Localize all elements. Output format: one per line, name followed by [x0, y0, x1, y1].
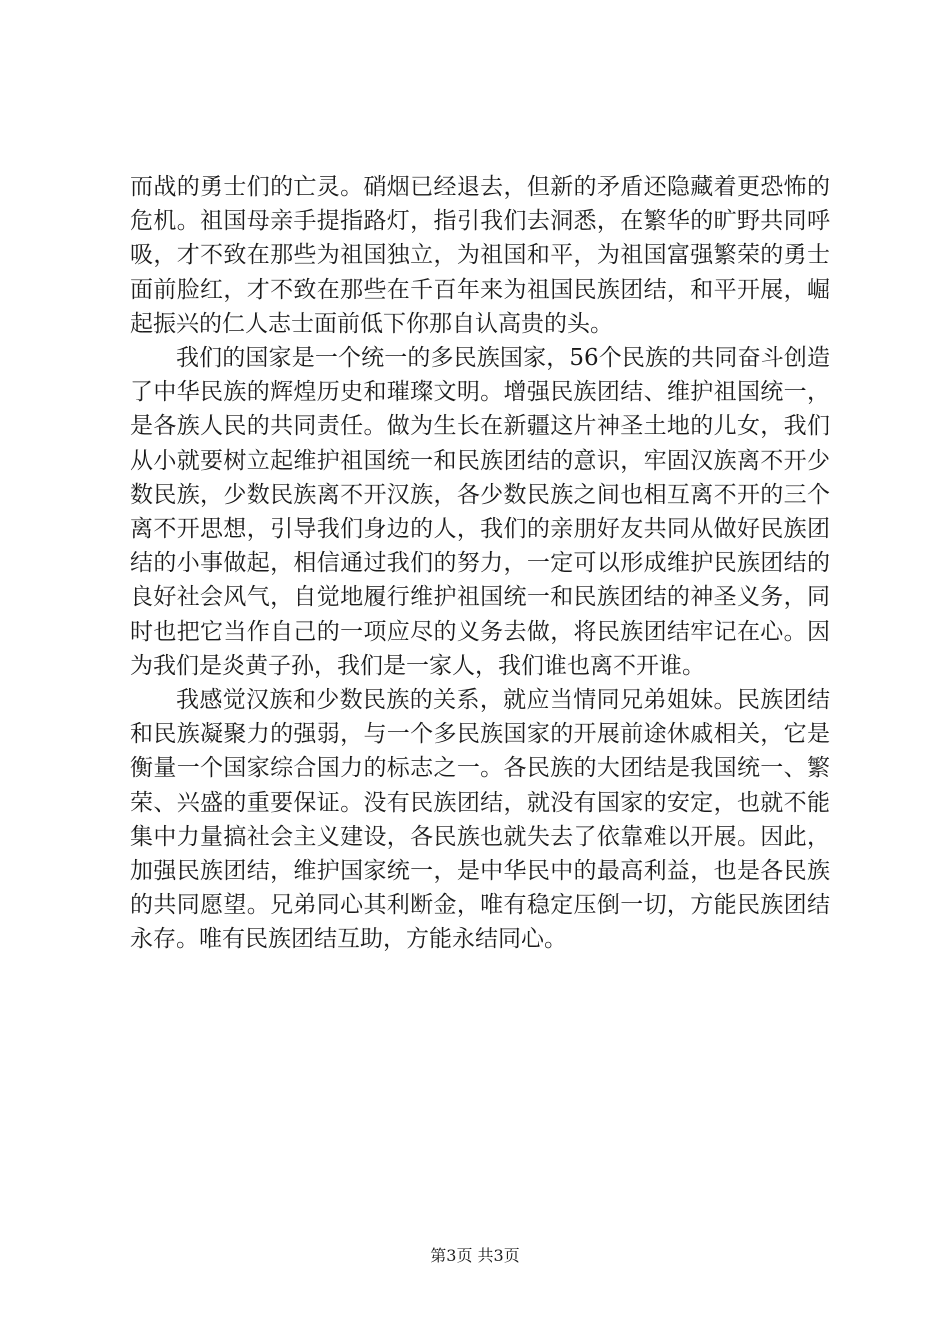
page-number-footer: 第3页 共3页 [430, 1246, 520, 1265]
paragraph-3: 我感觉汉族和少数民族的关系，就应当情同兄弟姐妹。民族团结和民族凝聚力的强弱，与一个多民族国家的开展前途休戚相关，它是衡量一个国家综合国力的标志之一。各民族的大团结是我国统一、繁荣、兴盛的重要保证。没有民族团结，就没有国家的安定，也就不能集中力量搞社会主义建设，各民族也就失去了依靠难以开展。因此，加强民族团结，维护国家统一，是中华民中的最高利益，也是各民族的共同愿望。兄弟同心其利断金，唯有稳定压倒一切，方能民族团结永存。唯有民族团结互助，方能永结同心。 [130, 687, 830, 953]
document-body [130, 170, 830, 957]
paragraph-2: 我们的国家是一个统一的多民族国家，56个民族的共同奋斗创造了中华民族的辉煌历史和璀璨文明。增强民族团结、维护祖国统一，是各族人民的共同责任。做为生长在新疆这片神圣土地的儿女，我们从小就要树立起维护祖国统一和民族团结的意识，牢固汉族离不开少数民族，少数民族离不开汉族，各少数民族之间也相互离不开的三个离不开思想，引导我们身边的人，我们的亲朋好友共同从做好民族团结的小事做起，相信通过我们的努力，一定可以形成维护民族团结的良好社会风气，自觉地履行维护祖国统一和民族团结的神圣义务，同时也把它当作自己的一项应尽的义务去做，将民族团结牢记在心。因为我们是炎黄子孙，我们是一家人，我们谁也离不开谁。 [130, 345, 830, 679]
paragraph-1: 而战的勇士们的亡灵。硝烟已经退去，但新的矛盾还隐藏着更恐怖的危机。祖国母亲手提指路灯，指引我们去洞悉，在繁华的旷野共同呼吸，才不致在那些为祖国独立，为祖国和平，为祖国富强繁荣的勇士面前脸红，才不致在那些在千百年来为祖国民族团结，和平开展，崛起振兴的仁人志士面前低下你那自认高贵的头。 [130, 174, 830, 337]
